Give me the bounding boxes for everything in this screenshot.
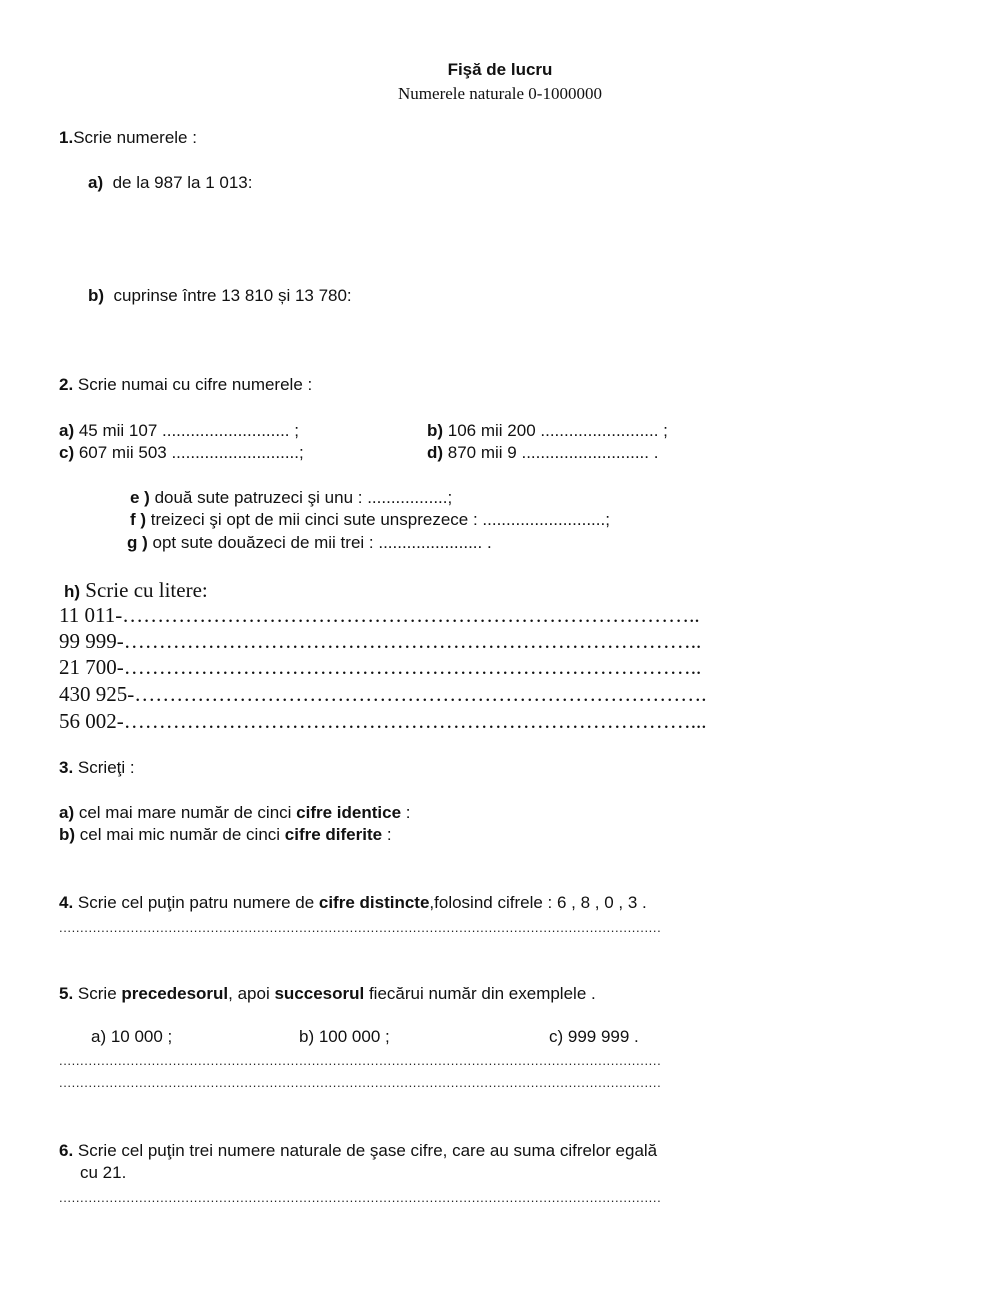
exercise-number: 6.: [59, 1141, 74, 1160]
exercise-text: Scrie numerele :: [73, 128, 197, 147]
emphasis-text: cifre identice: [296, 803, 402, 822]
emphasis-text: cifre distincte: [318, 893, 430, 912]
exercise-2g: [127, 533, 492, 553]
exercise-6-heading: [59, 1141, 657, 1161]
item-label: b): [59, 825, 76, 844]
exercise-text-end: ,folosind cifrele : 6 , 8 , 0 , 3 .: [429, 893, 647, 912]
exercise-1a: [88, 173, 252, 193]
item-text: cel mai mare număr de cinci: [74, 803, 297, 822]
emphasis-text: succesorul: [274, 984, 365, 1003]
exercise-2e: [130, 488, 452, 508]
item-label: f ): [130, 510, 147, 529]
exercise-1b: [88, 286, 352, 306]
exercise-text-mid: , apoi: [228, 984, 275, 1003]
item-text: treizeci şi opt de mii cinci sute unsprezece : ..........................;: [146, 510, 610, 529]
item-text: cuprinse între 13 810 și 13 780:: [113, 286, 352, 305]
exercise-text: Scrieţi :: [73, 758, 135, 777]
exercise-text: Scrie: [73, 984, 122, 1003]
item-label: e ): [130, 488, 150, 507]
answer-line[interactable]: ...............................................................................................................................................: [59, 920, 662, 935]
item-label: c): [59, 443, 75, 462]
exercise-4-heading: [59, 893, 647, 913]
write-in-words-line: 11 011-………………………………………………………………………..: [59, 603, 700, 627]
page-title: Fişă de lucru: [447, 60, 553, 79]
item-label: b): [427, 421, 444, 440]
exercise-6-text-continued: cu 21.: [80, 1163, 127, 1182]
exercise-text: Scrie numai cu cifre numerele :: [73, 375, 313, 394]
exercise-2b: [427, 421, 668, 441]
exercise-2f: [130, 510, 610, 530]
item-label: a): [59, 803, 75, 822]
exercise-3-heading: [59, 758, 135, 778]
exercise-text-end: fiecărui număr din exemplele .: [364, 984, 596, 1003]
item-text-end: :: [382, 825, 392, 844]
exercise-text: Scrie cel puţin patru numere de: [73, 893, 319, 912]
exercise-5-heading: [59, 984, 596, 1004]
exercise-5c: c) 999 999 .: [549, 1027, 639, 1046]
exercise-2h-heading: [64, 578, 208, 604]
answer-line[interactable]: ...............................................................................................................................................: [59, 1190, 662, 1205]
answer-line[interactable]: ...............................................................................................................................................: [59, 1075, 662, 1090]
item-label: a): [59, 421, 75, 440]
exercise-2c: [59, 443, 304, 463]
exercise-2d: [427, 443, 658, 463]
item-text: 607 mii 503 ...........................;: [74, 443, 304, 462]
emphasis-text: cifre diferite: [284, 825, 383, 844]
exercise-text: Scrie cel puţin trei numere naturale de şase cifre, care au suma cifrelor egală: [73, 1141, 658, 1160]
exercise-number: 3.: [59, 758, 74, 777]
item-text: două sute patruzeci şi unu : .................;: [149, 488, 453, 507]
write-in-words-line: 21 700-………………………………………………………………………..: [59, 655, 702, 679]
item-label: h): [64, 582, 81, 601]
exercise-number: 4.: [59, 893, 74, 912]
exercise-3a: [59, 803, 410, 823]
item-text: de la 987 la 1 013:: [112, 173, 253, 192]
item-text: 106 mii 200 ......................... ;: [443, 421, 668, 440]
exercise-5b: b) 100 000 ;: [299, 1027, 390, 1046]
item-label: b): [88, 286, 105, 305]
exercise-number: 2.: [59, 375, 74, 394]
exercise-2-heading: [59, 375, 312, 395]
page-subtitle: Numerele naturale 0-1000000: [398, 84, 602, 103]
write-in-words-line: 56 002-………………………………………………………………………...: [59, 709, 707, 733]
write-in-words-line: 430 925-……………………………………………………………………….: [59, 682, 707, 706]
exercise-number: 1.: [59, 128, 74, 147]
item-text: opt sute douăzeci de mii trei : ...................... .: [147, 533, 492, 552]
answer-line[interactable]: ...............................................................................................................................................: [59, 1053, 662, 1068]
exercise-5a: a) 10 000 ;: [91, 1027, 173, 1046]
emphasis-text: precedesorul: [121, 984, 229, 1003]
exercise-3b: [59, 825, 392, 845]
item-text: cel mai mic număr de cinci: [75, 825, 285, 844]
item-label: g ): [127, 533, 148, 552]
item-text: 45 mii 107 ........................... ;: [74, 421, 299, 440]
exercise-number: 5.: [59, 984, 74, 1003]
item-text: Scrie cu litere:: [80, 578, 208, 602]
write-in-words-line: 99 999-………………………………………………………………………..: [59, 629, 702, 653]
item-label: a): [88, 173, 104, 192]
item-label: d): [427, 443, 444, 462]
item-text: 870 mii 9 ........................... .: [443, 443, 659, 462]
exercise-2a: [59, 421, 299, 441]
exercise-1-heading: [59, 128, 197, 148]
item-text-end: :: [401, 803, 411, 822]
